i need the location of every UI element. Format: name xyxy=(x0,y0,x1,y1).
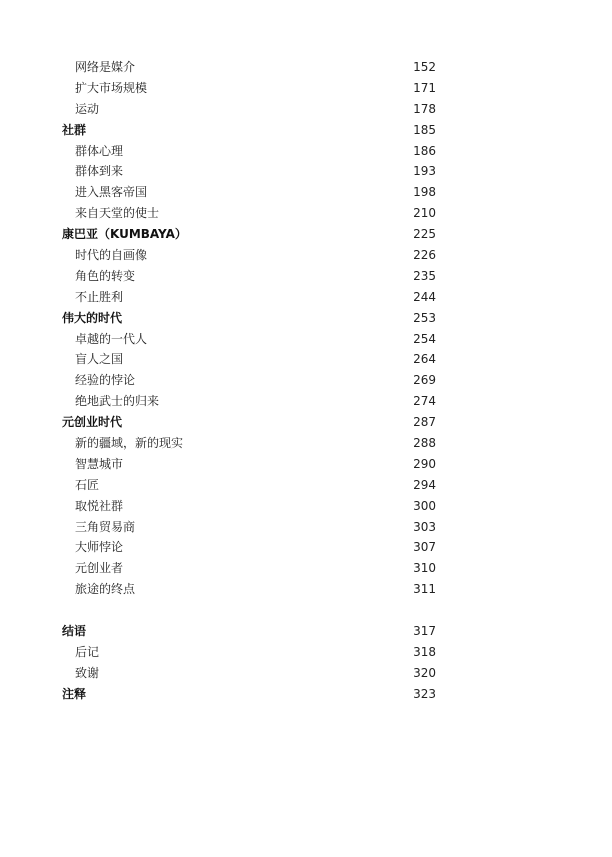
toc-section-title: 经验的悖论 xyxy=(75,373,136,388)
toc-section-row[interactable] xyxy=(62,287,440,308)
toc-section-row[interactable] xyxy=(62,78,440,99)
toc-page-number: 152 xyxy=(413,60,436,74)
toc-section-title: 旅途的终点 xyxy=(75,582,136,597)
toc-page-number: 274 xyxy=(413,394,436,409)
toc-section-title: 绝地武士的归来 xyxy=(75,394,160,409)
toc-section-title: 运动 xyxy=(75,101,100,116)
toc-page-number: 198 xyxy=(413,185,436,200)
toc-section-row[interactable] xyxy=(62,99,440,120)
toc-chapter-title: 注释 xyxy=(62,686,87,701)
toc-section-row[interactable] xyxy=(62,642,440,663)
toc-section-row[interactable] xyxy=(62,517,440,538)
toc-section-title: 卓越的一代人 xyxy=(75,331,148,346)
toc-page-number: 318 xyxy=(413,645,436,660)
toc-page-number: 244 xyxy=(413,289,436,304)
toc-section-title: 进入黑客帝国 xyxy=(75,185,148,200)
toc-section-title: 盲人之国 xyxy=(75,352,124,367)
toc-section-title: 石匠 xyxy=(75,477,100,492)
toc-section-row[interactable] xyxy=(62,245,440,266)
toc-section-row[interactable] xyxy=(62,329,440,350)
toc-section-row[interactable] xyxy=(62,391,440,412)
toc-page-number: 235 xyxy=(413,268,436,283)
toc-chapter-row[interactable] xyxy=(62,684,440,705)
toc-section-row[interactable] xyxy=(62,579,440,600)
toc-section-title: 角色的转变 xyxy=(75,268,136,283)
toc-section-row[interactable] xyxy=(62,496,440,517)
toc-section-title: 网络是媒介 xyxy=(75,60,136,74)
toc-page-number: 186 xyxy=(413,143,436,158)
toc-page-number: 269 xyxy=(413,373,436,388)
toc-section-title: 时代的自画像 xyxy=(75,248,148,263)
toc-section-title: 致谢 xyxy=(75,665,100,680)
toc-section-title: 群体心理 xyxy=(75,143,124,158)
toc-page-number: 226 xyxy=(413,248,436,263)
toc-section-row[interactable] xyxy=(62,370,440,391)
table-of-contents xyxy=(62,57,440,705)
toc-chapter-row[interactable] xyxy=(62,120,440,141)
toc-page-number: 225 xyxy=(413,227,436,242)
toc-section-title: 不止胜利 xyxy=(75,289,124,304)
toc-chapter-title: 伟大的时代 xyxy=(62,310,123,325)
toc-section-row[interactable] xyxy=(62,266,440,287)
toc-section-row[interactable] xyxy=(62,433,440,454)
toc-page-number: 171 xyxy=(413,80,436,95)
toc-section-row[interactable] xyxy=(62,141,440,162)
toc-page-number: 288 xyxy=(413,436,436,451)
toc-section-row[interactable] xyxy=(62,558,440,579)
toc-page-number: 317 xyxy=(413,624,436,639)
toc-section-row[interactable] xyxy=(62,57,440,78)
toc-chapter-title: 社群 xyxy=(62,122,87,137)
toc-section-row[interactable] xyxy=(62,203,440,224)
toc-section-title: 取悦社群 xyxy=(75,498,124,513)
toc-page-number: 193 xyxy=(413,164,436,179)
toc-page-number: 323 xyxy=(413,686,436,701)
toc-page-number: 294 xyxy=(413,477,436,492)
toc-section-title: 新的疆域，新的现实 xyxy=(75,436,184,451)
toc-chapter-row[interactable] xyxy=(62,621,440,642)
toc-section-title: 三角贸易商 xyxy=(75,519,136,534)
toc-page-number: 253 xyxy=(413,310,436,325)
toc-page-number: 254 xyxy=(413,331,436,346)
toc-page-number: 185 xyxy=(413,122,436,137)
toc-page-number: 303 xyxy=(413,519,436,534)
toc-page-number: 300 xyxy=(413,498,436,513)
toc-section-row[interactable] xyxy=(62,475,440,496)
toc-chapter-title: 结语 xyxy=(62,624,87,639)
toc-page-number: 178 xyxy=(413,101,436,116)
toc-chapter-row[interactable] xyxy=(62,412,440,433)
toc-section-row[interactable] xyxy=(62,537,440,558)
toc-page-number: 320 xyxy=(413,665,436,680)
toc-section-title: 智慧城市 xyxy=(75,456,124,471)
toc-chapter-title: 康巴亚（KUMBAYA） xyxy=(62,227,187,242)
toc-chapter-row[interactable] xyxy=(62,308,440,329)
toc-page-number: 287 xyxy=(413,415,436,430)
toc-section-title: 扩大市场规模 xyxy=(75,80,148,95)
toc-section-title: 大师悖论 xyxy=(75,540,124,555)
toc-page-number: 210 xyxy=(413,206,436,221)
toc-section-title: 元创业者 xyxy=(75,561,124,576)
toc-section-row[interactable] xyxy=(62,349,440,370)
toc-chapter-title: 元创业时代 xyxy=(62,415,123,430)
toc-page-number: 307 xyxy=(413,540,436,555)
toc-section-title: 群体到来 xyxy=(75,164,124,179)
toc-section-row[interactable] xyxy=(62,182,440,203)
toc-section-row[interactable] xyxy=(62,454,440,475)
toc-chapter-row[interactable] xyxy=(62,224,440,245)
toc-section-row[interactable] xyxy=(62,663,440,684)
toc-page-number: 310 xyxy=(413,561,436,576)
toc-page-number: 311 xyxy=(413,582,436,597)
toc-page-number: 290 xyxy=(413,456,436,471)
toc-section-title: 后记 xyxy=(75,645,100,660)
toc-section-row[interactable] xyxy=(62,161,440,182)
toc-section-title: 来自天堂的使士 xyxy=(75,206,160,221)
toc-page-number: 264 xyxy=(413,352,436,367)
